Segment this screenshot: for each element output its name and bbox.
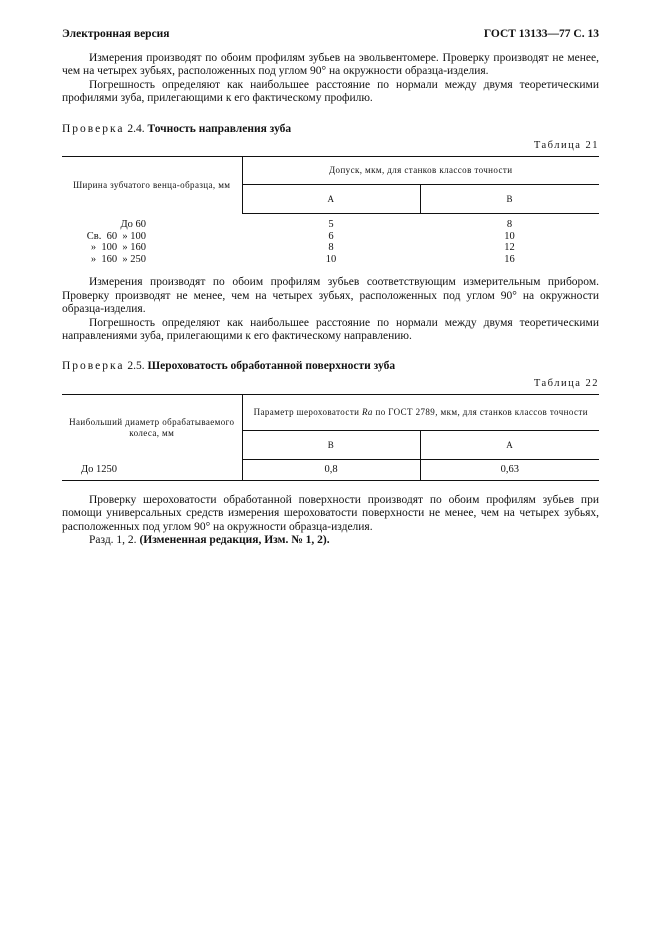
table-22 [62, 394, 599, 480]
table-21-caption: Таблица 21 [533, 140, 599, 152]
page-content [62, 52, 599, 547]
table-21-subheader-b: В [420, 185, 599, 214]
table-21-cell-a: 5 [328, 219, 334, 231]
table-22-cell-2: 0,63 [420, 460, 599, 480]
check-2-5-title: Шероховатость обработанной поверхности зуба [147, 360, 396, 373]
table-22-group-header [242, 395, 599, 431]
table-21-cell-b: 8 [506, 219, 513, 231]
table-row [62, 460, 599, 480]
intro-paragraph-2: Погрешность определяют как наибольшее расстояние по нормали между двумя теоретическими профилями зуба, прилегающими к его фактическому профилю. [62, 78, 599, 105]
table-21-cell-label: » 100 » 160 [90, 242, 146, 254]
table-21-cell-a: 6 [328, 230, 334, 242]
table-21-cell-label: До 60 [120, 219, 146, 231]
check-2-4-prefix: Проверка [62, 122, 125, 135]
check-2-5-paragraph-2-bold: (Измененная редакция, Изм. № 1, 2). [139, 533, 330, 546]
check-2-5-paragraph-2 [62, 534, 599, 547]
table-21-subheader-a: А [242, 185, 420, 214]
table-22-col1-header: Наибольший диаметр обрабатываемого колеса, мм [62, 395, 242, 460]
table-22-caption: Таблица 22 [533, 377, 599, 389]
check-2-4-paragraph-2: Погрешность определяют как наибольшее расстояние по нормали между двумя теоретическими направлениями зуба, прилегающими к его фактическому направлению. [62, 316, 599, 343]
table-21-cell-b: 10 [504, 230, 515, 242]
header-right: ГОСТ 13133—77 С. 13 [483, 28, 599, 40]
table-22-cell-1: 0,8 [242, 460, 420, 480]
table-21-cell-b: 12 [504, 242, 515, 254]
check-2-5-prefix: Проверка [62, 360, 125, 373]
table-21 [62, 156, 599, 267]
table-21-col1-header: Ширина зубчатого венца-образца, мм [62, 157, 242, 214]
table-row [62, 214, 599, 231]
table-row [62, 254, 599, 268]
section-check-2-4 [62, 123, 599, 344]
check-2-5-heading [62, 360, 599, 373]
table-row [62, 242, 599, 254]
check-2-5-paragraph-1: Проверку шероховатости обработанной поверхности производят по обоим профилям зубьев при помощи универсальных средств измерения шероховатости поверхности не менее, чем на четырех зубьях, расположенных под углом 90° на окружности образца-изделия. [62, 493, 599, 533]
table-22-group-header-pre: Параметр шероховатости [253, 407, 363, 418]
table-21-cell-b: 16 [504, 253, 515, 265]
check-2-4-paragraph-1: Измерения производят по обоим профилям зубьев соответствующим измерительным прибором. Проверку производят не менее, чем на четырех зубьях, расположенных под углом 90° на окружности образца-изделия. [62, 276, 599, 316]
check-2-4-title: Точность направления зуба [147, 122, 292, 135]
check-2-4-heading [62, 123, 599, 136]
table-21-cell-label: Св. 60 » 100 [86, 230, 146, 242]
table-22-group-header-ra: Ra [362, 407, 373, 418]
section-check-2-5 [62, 360, 599, 547]
check-2-4-number: 2.4. [127, 122, 145, 135]
header-left: Электронная версия [62, 28, 170, 40]
table-21-cell-a: 10 [325, 253, 337, 265]
table-22-subheader-2: А [420, 431, 599, 460]
table-21-cell-a: 8 [328, 242, 334, 254]
check-2-5-number: 2.5. [127, 360, 145, 373]
table-row [62, 231, 599, 243]
table-21-cell-label: » 160 » 250 [90, 253, 146, 265]
intro-paragraph-1: Измерения производят по обоим профилям зубьев на эвольвентомере. Проверку производят не менее, чем на четырех зубьях, расположенных под углом 90° на окружности образца-изделия. [62, 52, 599, 78]
check-2-5-paragraph-2-prefix: Разд. 1, 2. [89, 533, 137, 546]
table-21-group-header: Допуск, мкм, для станков классов точности [242, 157, 599, 185]
table-22-group-header-post: по ГОСТ 2789, мкм, для станков классов точности [372, 407, 588, 418]
table-22-subheader-1: В [242, 431, 420, 460]
table-22-cell-label: До 1250 [62, 460, 242, 480]
